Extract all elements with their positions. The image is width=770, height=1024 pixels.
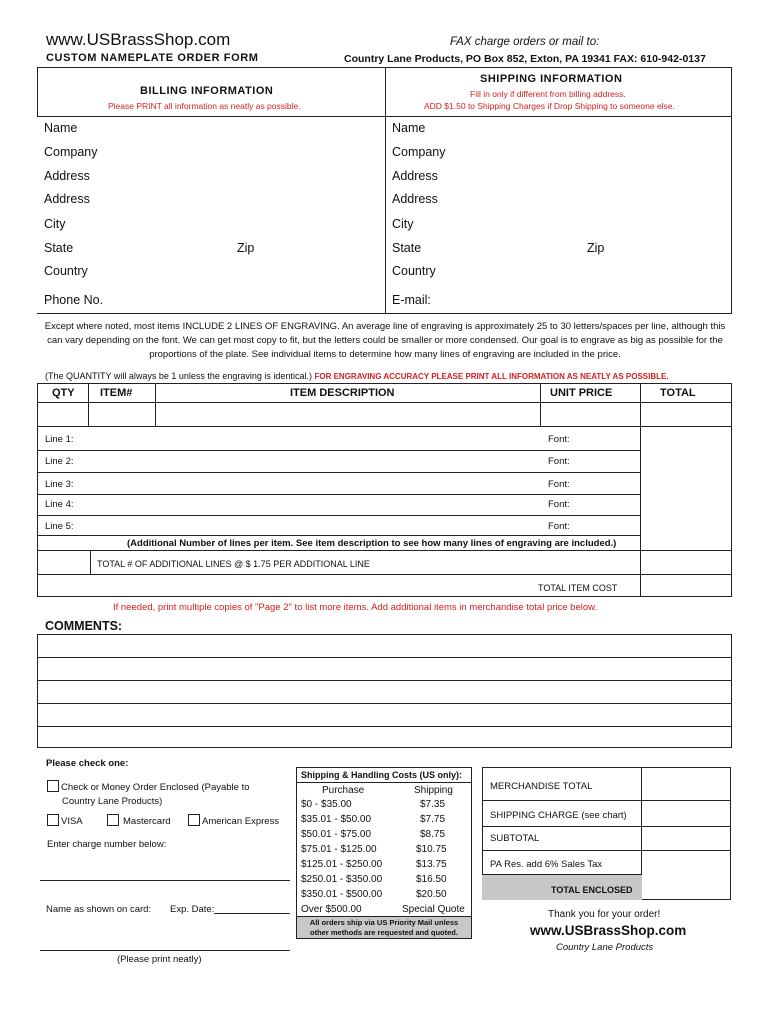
billing-country-label: Country <box>44 264 88 278</box>
shipping-footer-1: All orders ship via US Priority Mail unless <box>309 918 459 927</box>
check-checkbox[interactable] <box>47 780 59 792</box>
print-neatly-note: (Please print neatly) <box>117 954 202 965</box>
shipping-row-6-range: $250.01 - $350.00 <box>301 874 383 885</box>
shipping-row-3-range: $50.01 - $75.00 <box>301 829 372 840</box>
subtotal-label: SUBTOTAL <box>490 833 540 844</box>
shipping-row-7-range: $350.01 - $500.00 <box>301 889 383 900</box>
billing-name-label: Name <box>44 121 78 135</box>
merchandise-total-label: MERCHANDISE TOTAL <box>490 781 593 792</box>
font-label-3: Font: <box>548 479 570 490</box>
shipping-costs-title <box>301 770 462 780</box>
engraving-line-4: Line 4: <box>45 499 74 510</box>
shipping-company-label: Company <box>392 145 446 159</box>
check-label-2: Country Lane Products) <box>62 796 163 807</box>
engraving-line-5: Line 5: <box>45 521 74 532</box>
accuracy-note: FOR ENGRAVING ACCURACY PLEASE PRINT ALL INFORMATION AS NEATLY AS POSSIBLE. <box>314 372 669 381</box>
exp-date-line[interactable] <box>214 913 290 914</box>
sales-tax-label: PA Res. add 6% Sales Tax <box>490 859 603 870</box>
col-item-description: ITEM DESCRIPTION <box>290 387 395 399</box>
shipping-row-6-cost: $16.50 <box>416 874 447 885</box>
total-item-cost: TOTAL ITEM COST <box>538 583 618 593</box>
font-label-2: Font: <box>548 456 570 467</box>
col-qty: QTY <box>52 387 75 399</box>
shipping-row-1-range: $0 - $35.00 <box>301 799 352 810</box>
shipping-row-4-cost: $10.75 <box>416 844 447 855</box>
shipping-costs-title-note: (US only): <box>419 770 463 780</box>
comments-title: COMMENTS: <box>45 619 123 633</box>
shipping-row-2-cost: $7.75 <box>420 814 446 825</box>
amex-label: American Express <box>202 816 280 827</box>
quantity-note-text: (The QUANTITY will always be 1 unless the engraving is identical.) <box>45 371 312 381</box>
font-label-4: Font: <box>548 499 570 510</box>
billing-address2-label: Address <box>44 192 90 206</box>
amex-checkbox[interactable] <box>188 814 200 826</box>
multiple-copies-note: If needed, print multiple copies of "Page 2" to list more items. Add additional items in merchandise total price below. <box>113 602 598 613</box>
col-unit-price: UNIT PRICE <box>550 387 613 399</box>
billing-zip-label: Zip <box>237 241 255 255</box>
col-total: TOTAL <box>660 387 696 399</box>
name-on-card-label: Name as shown on card: <box>46 904 152 915</box>
payment-title: Please check one: <box>46 758 129 769</box>
footer-site: www.USBrassShop.com <box>530 923 687 938</box>
font-label-5: Font: <box>548 521 570 532</box>
shipping-header: Shipping <box>414 785 453 796</box>
site-title: www.USBrassShop.com <box>46 30 231 49</box>
amex-option[interactable] <box>188 814 279 827</box>
billing-state-label: State <box>44 241 74 255</box>
engraving-line-3: Line 3: <box>45 479 74 490</box>
engraving-paragraph: Except where noted, most items INCLUDE 2 LINES OF ENGRAVING. An average line of engraving is approximately 25 to 30 letters/spaces per line, although this can vary depending on the font. We can get most copy to fit, but the letters could be smaller or more condensed. Our goal is to engrave as big as possible for the proportions of the plate. See individual items to determine how many lines of engraving are included in the price. <box>44 321 726 360</box>
charge-number-line[interactable] <box>40 880 290 881</box>
purchase-header: Purchase <box>322 785 365 796</box>
visa-label: VISA <box>61 816 83 827</box>
comments-box[interactable] <box>37 634 732 748</box>
check-option[interactable] <box>47 780 250 793</box>
fax-line: FAX charge orders or mail to: <box>450 36 600 48</box>
shipping-zip-label: Zip <box>587 241 605 255</box>
engraving-line-1: Line 1: <box>45 434 74 445</box>
shipping-charge-label: SHIPPING CHARGE (see chart) <box>490 810 627 821</box>
shipping-footer-2: other methods are requested and quoted. <box>310 928 458 937</box>
total-enclosed-label: TOTAL ENCLOSED <box>551 885 633 895</box>
visa-checkbox[interactable] <box>47 814 59 826</box>
billing-title: BILLING INFORMATION <box>140 85 274 97</box>
mastercard-checkbox[interactable] <box>107 814 119 826</box>
mastercard-option[interactable] <box>107 814 171 827</box>
quantity-note <box>45 371 669 381</box>
visa-option[interactable] <box>47 814 83 827</box>
shipping-row-1-cost: $7.35 <box>420 799 446 810</box>
shipping-note-2: ADD $1.50 to Shipping Charges if Drop Shipping to someone else. <box>424 101 675 111</box>
shipping-address2-label: Address <box>392 192 438 206</box>
shipping-row-8-cost: Special Quote <box>402 904 465 915</box>
shipping-row-7-cost: $20.50 <box>416 889 447 900</box>
shipping-address-label: Address <box>392 169 438 183</box>
shipping-row-3-cost: $8.75 <box>420 829 446 840</box>
thank-you: Thank you for your order! <box>548 909 661 920</box>
shipping-costs-title-text: Shipping & Handling Costs <box>301 770 417 780</box>
shipping-city-label: City <box>392 217 414 231</box>
engraving-line-2: Line 2: <box>45 456 74 467</box>
shipping-state-label: State <box>392 241 422 255</box>
col-item-number: ITEM# <box>100 387 133 399</box>
shipping-email-label: E-mail: <box>392 293 431 307</box>
exp-date-label: Exp. Date: <box>170 904 215 915</box>
mail-address: Country Lane Products, PO Box 852, Exton, PA 19341 FAX: 610-942-0137 <box>344 53 706 65</box>
shipping-country-label: Country <box>392 264 436 278</box>
shipping-row-8-range: Over $500.00 <box>301 904 362 915</box>
form-title: CUSTOM NAMEPLATE ORDER FORM <box>46 52 259 64</box>
additional-lines-total: TOTAL # OF ADDITIONAL LINES @ $ 1.75 PER ADDITIONAL LINE <box>97 559 370 569</box>
shipping-row-2-range: $35.01 - $50.00 <box>301 814 372 825</box>
mastercard-label: Mastercard <box>123 816 171 827</box>
billing-note: Please PRINT all information as neatly as possible. <box>108 101 301 111</box>
shipping-row-4-range: $75.01 - $125.00 <box>301 844 377 855</box>
shipping-name-label: Name <box>392 121 426 135</box>
billing-phone-label: Phone No. <box>44 293 104 307</box>
billing-city-label: City <box>44 217 66 231</box>
additional-lines-note: (Additional Number of lines per item. See item description to see how many lines of engraving are included.) <box>127 538 617 549</box>
check-label: Check or Money Order Enclosed (Payable to <box>61 782 250 793</box>
shipping-title: SHIPPING INFORMATION <box>480 73 623 85</box>
font-label-1: Font: <box>548 434 570 445</box>
shipping-note-1: Fill in only if different from billing address. <box>470 89 626 99</box>
billing-company-label: Company <box>44 145 98 159</box>
name-on-card-line[interactable] <box>40 950 290 951</box>
shipping-row-5-range: $125.01 - $250.00 <box>301 859 383 870</box>
shipping-row-5-cost: $13.75 <box>416 859 447 870</box>
footer-company: Country Lane Products <box>556 942 654 953</box>
charge-number-label: Enter charge number below: <box>47 839 167 850</box>
billing-address-label: Address <box>44 169 90 183</box>
